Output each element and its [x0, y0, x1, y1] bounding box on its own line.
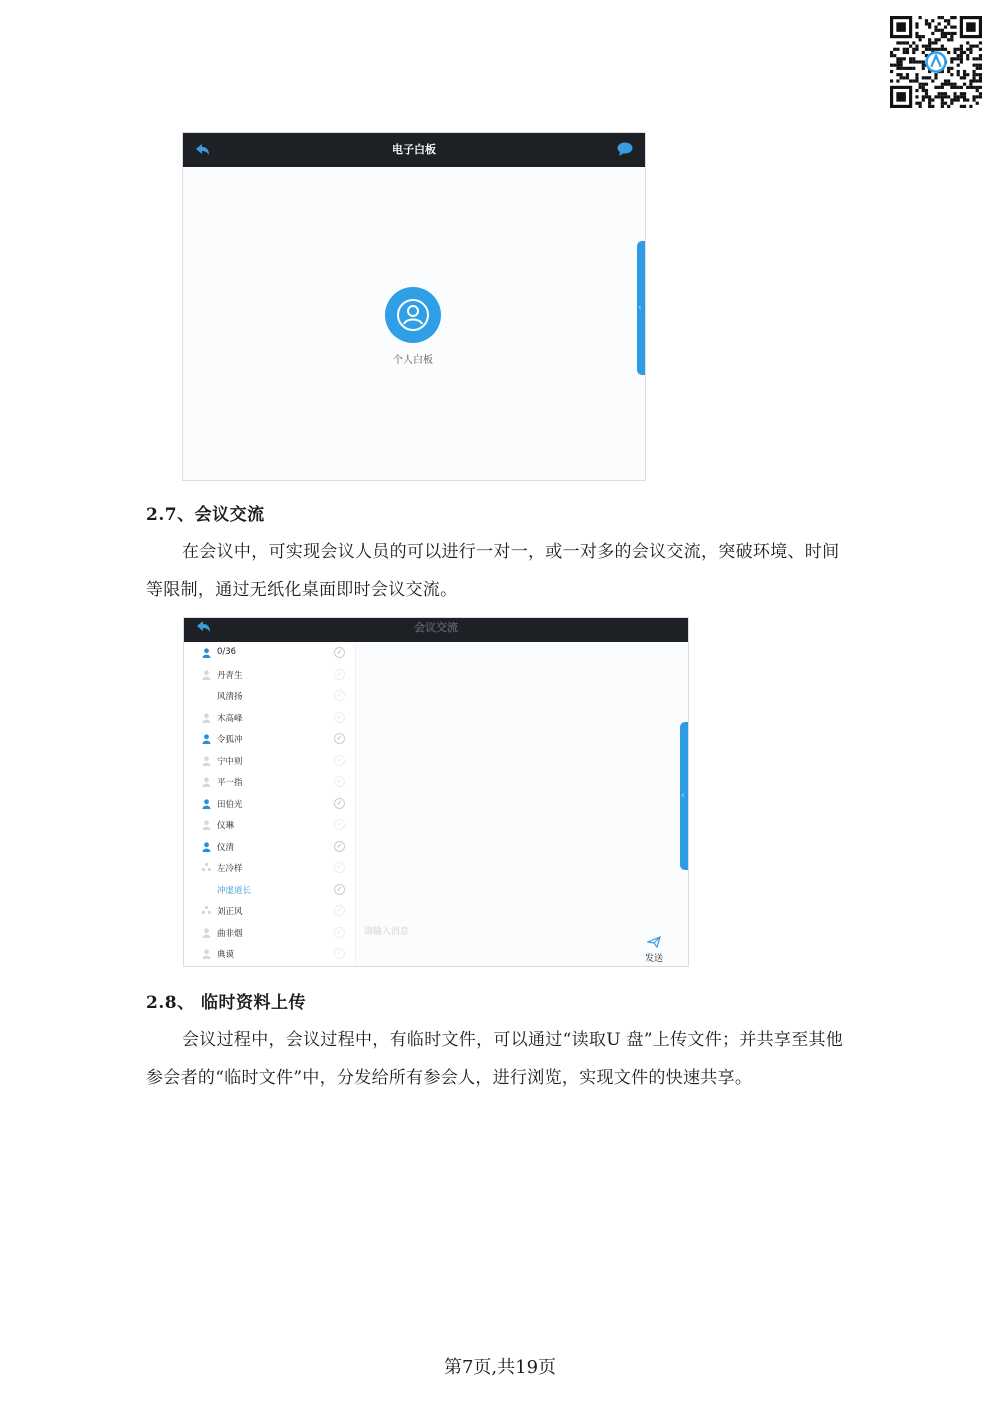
- group-icon: [202, 906, 211, 916]
- participant-name: 木高峰: [217, 713, 243, 724]
- participant-name: 平一指: [217, 778, 243, 788]
- participant-name: 左冷样: [217, 864, 243, 874]
- participant-row[interactable]: [184, 685, 355, 707]
- user-icon: [202, 928, 211, 938]
- top-bar: [183, 133, 645, 167]
- personal-whiteboard-button[interactable]: [383, 287, 443, 366]
- participant-name: 曲非烟: [217, 928, 243, 939]
- checkmark-icon[interactable]: ✓: [334, 927, 345, 938]
- checkmark-icon[interactable]: ✓: [334, 948, 345, 959]
- side-panel-tab[interactable]: [680, 722, 688, 870]
- participant-row[interactable]: [184, 728, 355, 750]
- participant-name: 典谟: [217, 950, 235, 960]
- page-number: 第7页,共19页: [443, 1357, 557, 1378]
- user-icon: [202, 949, 211, 959]
- send-button[interactable]: [639, 936, 669, 964]
- participant-row[interactable]: [184, 836, 355, 858]
- checkmark-icon[interactable]: ✓: [334, 690, 345, 701]
- checkmark-icon[interactable]: ✓: [334, 755, 345, 766]
- screen-title: 电子白板: [392, 143, 436, 156]
- user-icon: [202, 648, 211, 658]
- checkmark-icon[interactable]: ✓: [334, 862, 345, 873]
- participant-row[interactable]: [184, 879, 355, 901]
- user-icon: [202, 713, 211, 723]
- checkmark-icon[interactable]: ✓: [334, 776, 345, 787]
- section-heading-2-8: 2.8、 临时资料上传: [146, 993, 306, 1013]
- participant-row[interactable]: [184, 750, 355, 772]
- participant-name: 仪琳: [217, 821, 235, 831]
- participant-row[interactable]: [184, 707, 355, 729]
- chevron-left-icon: ‹: [681, 791, 685, 801]
- whiteboard-screenshot: [182, 132, 646, 481]
- checkmark-icon[interactable]: ✓: [334, 733, 345, 744]
- user-icon: [202, 670, 211, 680]
- user-icon: [202, 820, 211, 830]
- chevron-left-icon: ‹: [638, 303, 642, 313]
- checkmark-icon[interactable]: ✓: [334, 712, 345, 723]
- checkmark-icon[interactable]: ✓: [334, 819, 345, 830]
- user-icon: [202, 799, 211, 809]
- user-icon: [202, 777, 211, 787]
- group-icon: [202, 863, 211, 873]
- participant-row[interactable]: [184, 857, 355, 879]
- person-circle-icon: [385, 287, 441, 343]
- personal-whiteboard-label: 个人白板: [393, 355, 433, 366]
- participant-row[interactable]: [184, 814, 355, 836]
- meeting-chat-screenshot: [183, 617, 689, 967]
- participant-name: 田伯光: [217, 799, 243, 810]
- side-panel-tab[interactable]: [637, 241, 645, 375]
- user-icon: [202, 842, 211, 852]
- section-paragraph-2-7: 在会议中，可实现会议人员的可以进行一对一，或一对多的会议交流，突破环境、时间等限制，通过无纸化桌面即时会议交流。: [146, 542, 840, 600]
- user-icon: [202, 734, 211, 744]
- top-bar: [184, 618, 688, 642]
- checkmark-icon[interactable]: ✓: [334, 669, 345, 680]
- participant-row[interactable]: [184, 642, 355, 664]
- section-heading-2-7: 2.7、会议交流: [146, 505, 265, 525]
- participant-row[interactable]: [184, 771, 355, 793]
- participant-name: 丹青生: [217, 670, 243, 681]
- section-paragraph-2-8: 会议过程中，会议过程中，有临时文件，可以通过“读取U 盘”上传文件；并共享至其他参会者的“临时文件”中，分发给所有参会人，进行浏览，实现文件的快速共享。: [146, 1030, 844, 1088]
- user-icon: [202, 756, 211, 766]
- participant-name: 0/36: [217, 647, 237, 657]
- participant-name: 仪清: [217, 842, 235, 853]
- participant-name: 宁中则: [217, 756, 243, 767]
- participant-name: 冲虚道长: [217, 885, 252, 896]
- screen-title: 会议交流: [414, 621, 458, 634]
- checkmark-icon[interactable]: ✓: [334, 884, 345, 895]
- participant-row[interactable]: [184, 793, 355, 815]
- participant-row[interactable]: [184, 943, 355, 965]
- participant-row[interactable]: [184, 900, 355, 922]
- checkmark-icon[interactable]: ✓: [334, 905, 345, 916]
- participant-name: 刘正风: [217, 907, 243, 917]
- participant-list: [184, 642, 356, 966]
- checkmark-icon[interactable]: ✓: [334, 841, 345, 852]
- checkmark-icon[interactable]: ✓: [334, 647, 345, 658]
- checkmark-icon[interactable]: ✓: [334, 798, 345, 809]
- participant-row[interactable]: [184, 922, 355, 944]
- qr-code: [890, 16, 982, 108]
- participant-name: 风清扬: [217, 692, 243, 702]
- message-icon[interactable]: [617, 142, 633, 156]
- paper-plane-icon: [647, 936, 661, 948]
- participant-row[interactable]: [184, 664, 355, 686]
- message-input[interactable]: 请输入消息: [364, 927, 410, 937]
- send-label: 发送: [644, 954, 663, 964]
- qr-code-icon: [890, 16, 982, 108]
- participant-name: 令狐冲: [217, 735, 243, 745]
